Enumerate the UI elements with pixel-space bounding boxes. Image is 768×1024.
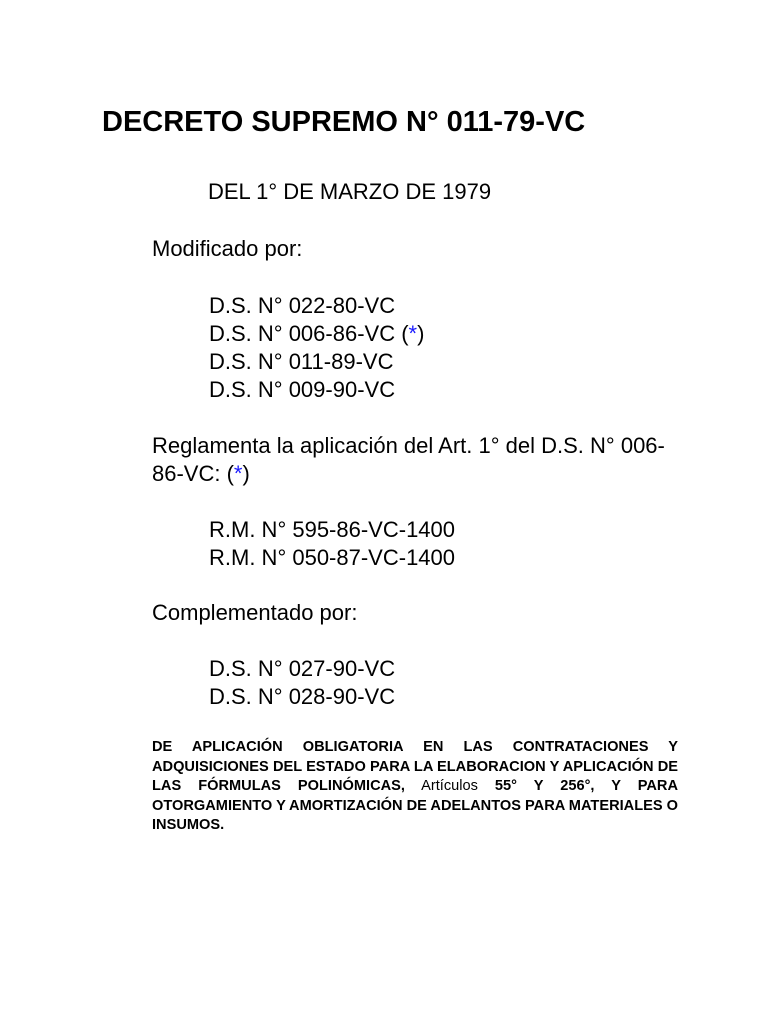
list-item: D.S. N° 028-90-VC [209, 684, 396, 709]
list-item: D.S. N° 027-90-VC [209, 656, 396, 681]
list-item: D.S. N° 022-80-VC [209, 293, 396, 318]
modificado-list [209, 292, 424, 404]
list-item: R.M. N° 595-86-VC-1400 [209, 517, 456, 542]
decree-date: DEL 1° DE MARZO DE 1979 [208, 179, 492, 204]
list-item: R.M. N° 050-87-VC-1400 [209, 545, 456, 570]
list-item: D.S. N° 009-90-VC [209, 377, 396, 402]
complementado-list [209, 655, 395, 711]
list-item: D.S. N° 006-86-VC (*) [209, 321, 425, 346]
list-item: D.S. N° 011-89-VC [209, 349, 394, 374]
modificado-label: Modificado por: [152, 236, 303, 261]
document-title: DECRETO SUPREMO N° 011-79-VC [102, 106, 586, 138]
reglamenta-list [209, 516, 455, 572]
application-note: DE APLICACIÓN OBLIGATORIA EN LAS CONTRATACIONES Y ADQUISICIONES DEL ESTADO PARA LA ELABORACION Y APLICACIÓN DE LAS FÓRMULAS POLINÓMICAS, Artículos 55° Y 256°, Y PARA OTORGAMIENTO Y AMORTIZACIÓN DE ADELANTOS PARA MATERIALES O INSUMOS. [152, 739, 678, 833]
complementado-label: Complementado por: [152, 600, 358, 625]
reglamenta-paragraph: Reglamenta la aplicación del Art. 1° del D.S. N° 006-86-VC: (*) [152, 433, 665, 486]
footnote-star-link[interactable]: * [408, 321, 418, 346]
footnote-star-link[interactable]: * [233, 461, 243, 486]
